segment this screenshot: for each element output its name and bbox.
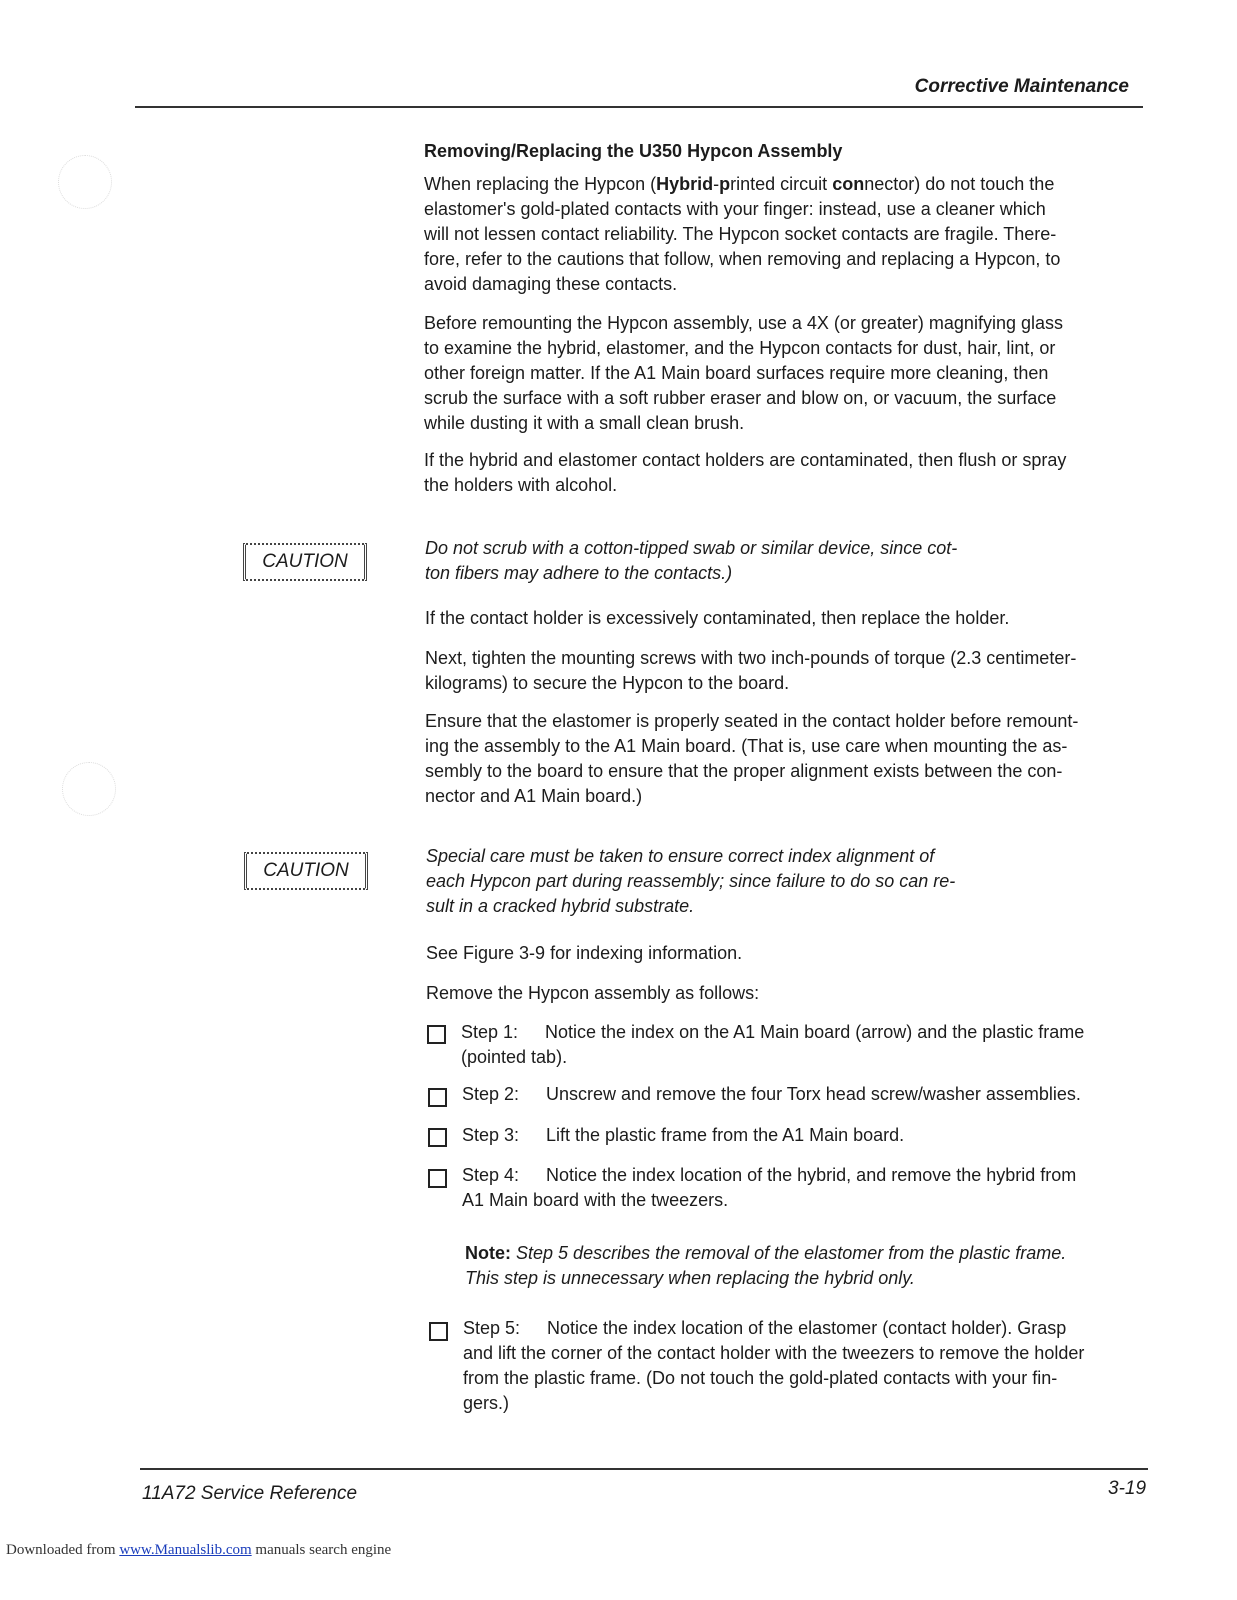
- text-run: nector) do not touch the: [864, 174, 1055, 194]
- step-checkbox[interactable]: [428, 1128, 447, 1147]
- bold-run: p: [719, 174, 731, 194]
- step-item: [462, 1123, 1152, 1148]
- paragraph-torque: [425, 646, 1155, 696]
- step-item: [461, 1020, 1151, 1070]
- paragraph-line: Next, tighten the mounting screws with two inch-pounds of torque (2.3 centimeter-: [425, 648, 1077, 668]
- bold-run: con: [832, 174, 865, 194]
- download-banner: [6, 1542, 391, 1559]
- step-label: Step 2:: [462, 1084, 520, 1104]
- paragraph-line: avoid damaging these contacts.: [424, 274, 678, 294]
- step-line: A1 Main board with the tweezers.: [462, 1190, 729, 1210]
- step-checkbox[interactable]: [428, 1088, 447, 1107]
- banner-prefix: Downloaded from: [6, 1542, 120, 1558]
- step-label: Step 4:: [462, 1165, 520, 1185]
- text-run: When replacing the Hypcon (: [424, 174, 657, 194]
- paragraph-remounting: [424, 311, 1144, 436]
- paragraph-elastomer-seating: [425, 709, 1155, 809]
- caution-line: Do not scrub with a cotton-tipped swab or similar device, since cot-: [425, 538, 958, 558]
- step-line: [461, 1020, 1151, 1045]
- caution-line: Special care must be taken to ensure correct index alignment of: [426, 846, 935, 866]
- header-rule: [135, 106, 1143, 108]
- note-line: This step is unnecessary when replacing the hybrid only.: [465, 1268, 915, 1288]
- note: [465, 1241, 1155, 1291]
- note-label: Note:: [465, 1243, 511, 1263]
- paragraph-line: Before remounting the Hypcon assembly, use a 4X (or greater) magnifying glass: [424, 313, 1063, 333]
- step-line: [462, 1123, 1152, 1148]
- text-run: rinted circuit: [730, 174, 833, 194]
- step-line: from the plastic frame. (Do not touch the gold-plated contacts with your fin-: [463, 1368, 1058, 1388]
- paragraph-contaminated: [424, 448, 1144, 498]
- caution-line: sult in a cracked hybrid substrate.: [426, 896, 695, 916]
- step-text: Notice the index location of the elastomer (contact holder). Grasp: [547, 1318, 1067, 1338]
- step-text: Notice the index location of the hybrid, and remove the hybrid from: [546, 1165, 1077, 1185]
- step-line: [462, 1163, 1152, 1188]
- step-line: gers.): [463, 1393, 510, 1413]
- paragraph-line: Ensure that the elastomer is properly seated in the contact holder before remount-: [425, 711, 1079, 731]
- note-text: Step 5 describes the removal of the elastomer from the plastic frame.: [516, 1243, 1067, 1263]
- caution-text: [426, 844, 1086, 919]
- bold-run: Hybrid: [656, 174, 714, 194]
- section-heading: Removing/Replacing the U350 Hypcon Assembly: [424, 141, 843, 161]
- paragraph-line: scrub the surface with a soft rubber eraser and blow on, or vacuum, the surface: [424, 388, 1057, 408]
- step-text: Notice the index on the A1 Main board (arrow) and the plastic frame: [545, 1022, 1085, 1042]
- punch-hole-top: [58, 155, 112, 209]
- paragraph-line: [424, 172, 1144, 197]
- paragraph-intro: [424, 172, 1144, 297]
- step-line: and lift the corner of the contact holder with the tweezers to remove the holder: [463, 1343, 1085, 1363]
- step-checkbox[interactable]: [427, 1025, 446, 1044]
- text-run: -: [713, 174, 720, 194]
- paragraph-line: If the contact holder is excessively contaminated, then replace the holder.: [425, 608, 1010, 628]
- manual-name: 11A72 Service Reference: [142, 1483, 358, 1504]
- note-line: [465, 1241, 1155, 1266]
- step-line: (pointed tab).: [461, 1047, 568, 1067]
- caution-badge: CAUTION: [244, 852, 368, 890]
- banner-suffix: manuals search engine: [251, 1542, 392, 1558]
- step-checkbox[interactable]: [429, 1322, 448, 1341]
- manualslib-link[interactable]: www.Manualslib.com: [119, 1542, 252, 1558]
- section-title: Corrective Maintenance: [914, 76, 1129, 97]
- paragraph-line: kilograms) to secure the Hypcon to the board.: [425, 673, 790, 693]
- step-text: Unscrew and remove the four Torx head screw/washer assemblies.: [546, 1084, 1081, 1104]
- caution-line: ton fibers may adhere to the contacts.): [425, 563, 733, 583]
- step-label: Step 1:: [461, 1022, 519, 1042]
- caution-line: each Hypcon part during reassembly; since failure to do so can re-: [426, 871, 956, 891]
- step-item: [462, 1082, 1152, 1107]
- paragraph-line: while dusting it with a small clean brush.: [424, 413, 745, 433]
- paragraph-replace-holder: [425, 606, 1145, 631]
- step-checkbox[interactable]: [428, 1169, 447, 1188]
- step-item: [462, 1163, 1152, 1213]
- paragraph-line: elastomer's gold-plated contacts with your finger: instead, use a cleaner which: [424, 199, 1046, 219]
- step-item: [463, 1316, 1163, 1416]
- paragraph-line: nector and A1 Main board.): [425, 786, 643, 806]
- paragraph-figure-ref: See Figure 3-9 for indexing information.: [426, 943, 743, 963]
- punch-hole-middle: [62, 762, 116, 816]
- paragraph-line: will not lessen contact reliability. The Hypcon socket contacts are fragile. There-: [424, 224, 1057, 244]
- step-text: Lift the plastic frame from the A1 Main board.: [546, 1125, 905, 1145]
- caution-badge: CAUTION: [243, 543, 367, 581]
- caution-text: [425, 536, 1085, 586]
- step-label: Step 3:: [462, 1125, 520, 1145]
- paragraph-line: If the hybrid and elastomer contact holders are contaminated, then flush or spray: [424, 450, 1067, 470]
- paragraph-line: fore, refer to the cautions that follow, when removing and replacing a Hypcon, to: [424, 249, 1061, 269]
- paragraph-line: sembly to the board to ensure that the proper alignment exists between the con-: [425, 761, 1063, 781]
- step-line: [462, 1082, 1152, 1107]
- page-number: 3-19: [1108, 1478, 1147, 1499]
- step-label: Step 5:: [463, 1318, 521, 1338]
- paragraph-remove-intro: Remove the Hypcon assembly as follows:: [426, 983, 760, 1003]
- paragraph-line: ing the assembly to the A1 Main board. (That is, use care when mounting the as-: [425, 736, 1068, 756]
- paragraph-line: other foreign matter. If the A1 Main board surfaces require more cleaning, then: [424, 363, 1049, 383]
- paragraph-line: to examine the hybrid, elastomer, and the Hypcon contacts for dust, hair, lint, or: [424, 338, 1056, 358]
- paragraph-line: the holders with alcohol.: [424, 475, 618, 495]
- footer-rule: [140, 1468, 1148, 1470]
- step-line: [463, 1316, 1163, 1341]
